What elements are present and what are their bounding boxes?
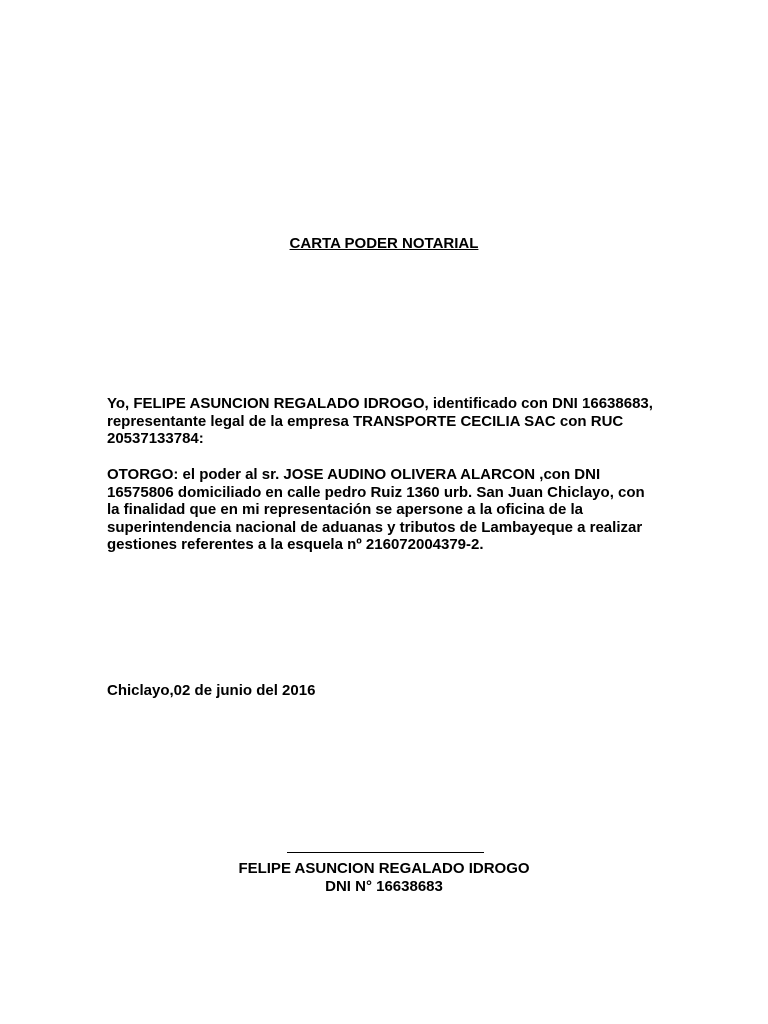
paragraph-line: superintendencia nacional de aduanas y tributos de Lambayeque a realizar bbox=[107, 518, 643, 536]
grant-paragraph bbox=[107, 466, 667, 554]
paragraph-line: Yo, FELIPE ASUNCION REGALADO IDROGO, identificado con DNI 16638683, bbox=[107, 395, 653, 412]
paragraph-line: 16575806 domiciliado en calle pedro Ruiz 1360 urb. San Juan Chiclayo, con bbox=[107, 483, 645, 501]
paragraph-line: gestiones referentes a la esquela nº 216072004379-2. bbox=[107, 536, 484, 554]
signatory-dni: DNI N° 16638683 bbox=[325, 878, 443, 895]
paragraph-line: 20537133784: bbox=[107, 430, 204, 448]
declaration-paragraph bbox=[107, 395, 667, 448]
place-date-line: Chiclayo,02 de junio del 2016 bbox=[107, 682, 316, 699]
document-title: CARTA PODER NOTARIAL bbox=[289, 235, 479, 252]
paragraph-line: representante legal de la empresa TRANSPORTE CECILIA SAC con RUC bbox=[107, 412, 624, 430]
signature-line bbox=[287, 852, 484, 853]
signatory-name: FELIPE ASUNCION REGALADO IDROGO bbox=[238, 860, 530, 877]
paragraph-line: OTORGO: el poder al sr. JOSE AUDINO OLIVERA ALARCON ,con DNI bbox=[107, 466, 601, 483]
paragraph-line: la finalidad que en mi representación se apersone a la oficina de la bbox=[107, 501, 583, 519]
